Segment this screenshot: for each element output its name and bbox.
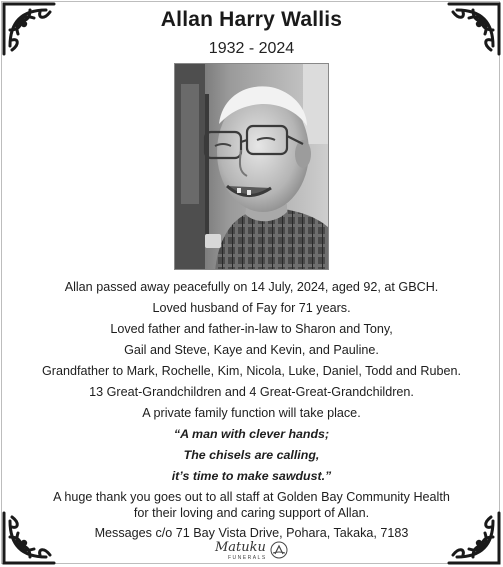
thanks-line: for their loving and caring support of Allan.: [133, 506, 370, 520]
notice-line: Gail and Steve, Kaye and Kevin, and Pauline.: [124, 343, 379, 357]
portrait-photo: [174, 63, 329, 270]
logo-sub-text: FUNERALS: [228, 555, 267, 561]
deceased-name: Allan Harry Wallis: [160, 8, 343, 31]
heron-icon: [270, 541, 288, 559]
messages-address: Messages c/o 71 Bay Vista Drive, Pohara, Takaka, 7183: [94, 526, 409, 540]
thanks-line: A huge thank you goes out to all staff at Golden Bay Community Health: [53, 490, 450, 504]
quote-line: it’s time to make sawdust.”: [171, 469, 332, 483]
notice-text: [0, 277, 503, 544]
notice-line: Loved husband of Fay for 71 years.: [152, 301, 351, 315]
notice-line: 13 Great-Grandchildren and 4 Great-Great-Grandchildren.: [89, 385, 414, 399]
life-years: 1932 - 2024: [208, 40, 295, 57]
quote-line: The chisels are calling,: [183, 448, 320, 462]
portrait-image: [175, 64, 329, 270]
notice-line: A private family function will take place.: [142, 406, 361, 420]
quote-line: “A man with clever hands;: [173, 427, 330, 441]
notice-line: Loved father and father-in-law to Sharon and Tony,: [110, 322, 393, 336]
funeral-home-logo: [212, 540, 292, 564]
logo-script-text: Matuku: [215, 540, 266, 555]
notice-line: Allan passed away peacefully on 14 July, 2024, aged 92, at GBCH.: [64, 280, 439, 294]
notice-line: Grandfather to Mark, Rochelle, Kim, Nicola, Luke, Daniel, Todd and Ruben.: [41, 364, 462, 378]
